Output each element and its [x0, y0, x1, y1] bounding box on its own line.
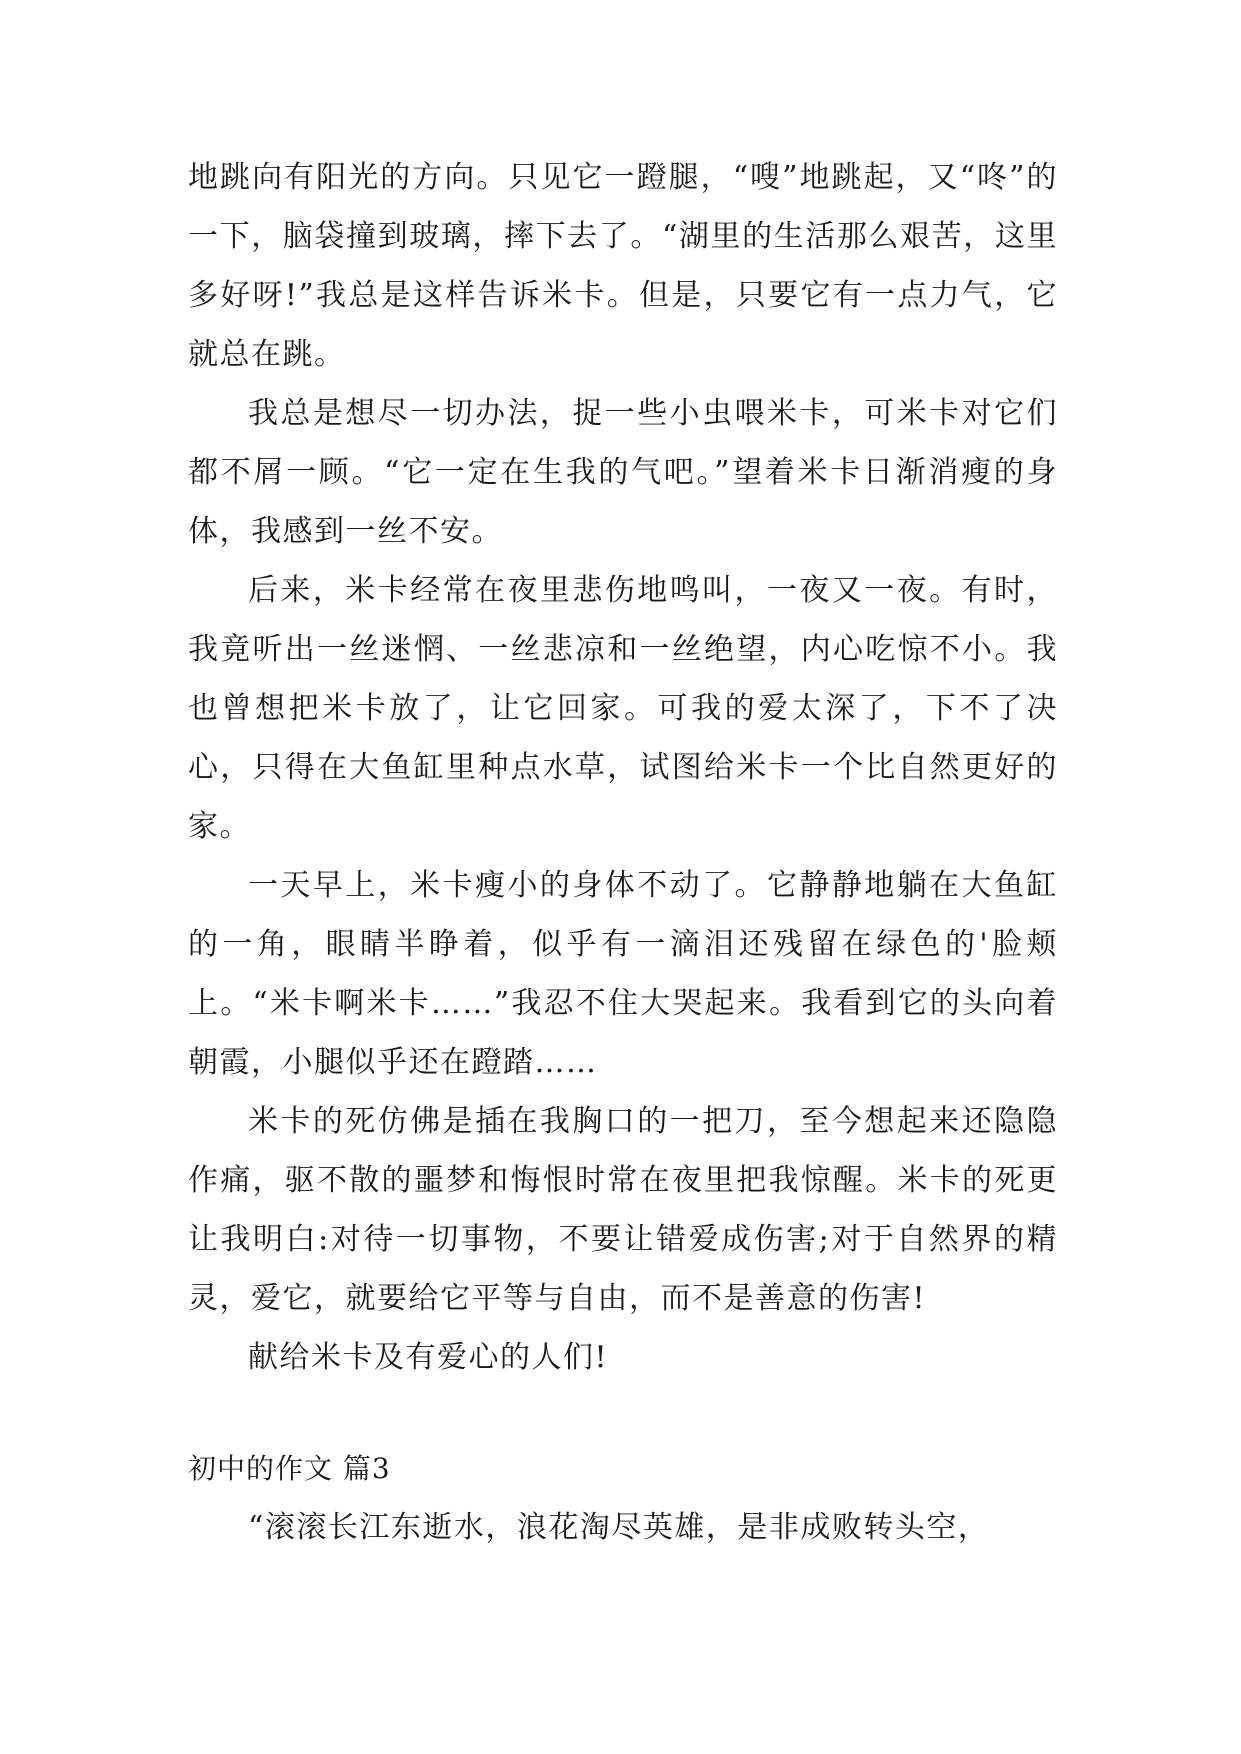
paragraph-1: 地跳向有阳光的方向。只见它一蹬腿，“嗖”地跳起，又“咚”的一下，脑袋撞到玻璃，摔下去了。“湖里的生活那么艰苦，这里多好呀!”我总是这样告诉米卡。但是，只要它有一点力气，它就总在跳。 [188, 160, 1058, 372]
paragraph-4: 一天早上，米卡瘦小的身体不动了。它静静地躺在大鱼缸的一角，眼睛半睁着，似乎有一滴泪还残留在绿色的'脸颊上。“米卡啊米卡……”我忍不住大哭起来。我看到它的头向着朝霞，小腿似乎还在蹬踏…… [188, 868, 1058, 1080]
paragraph-6: 献给米卡及有爱心的人们! [248, 1340, 609, 1375]
paragraph-3: 后来，米卡经常在夜里悲伤地鸣叫，一夜又一夜。有时，我竟听出一丝迷惘、一丝悲凉和一丝绝望，内心吃惊不小。我也曾想把米卡放了，让它回家。可我的爱太深了，下不了决心，只得在大鱼缸里种点水草，试图给米卡一个比自然更好的家。 [188, 573, 1058, 844]
section-heading: 初中的作文 篇3 [188, 1452, 391, 1485]
paragraph-5: 米卡的死仿佛是插在我胸口的一把刀，至今想起来还隐隐作痛，驱不散的噩梦和悔恨时常在夜里把我惊醒。米卡的死更让我明白:对待一切事物，不要让错爱成伤害;对于自然界的精灵，爱它，就要给它平等与自由，而不是善意的伤害! [188, 1104, 1058, 1316]
next-section-first-paragraph: “滚滚长江东逝水，浪花淘尽英雄，是非成败转头空， [248, 1510, 990, 1545]
document-body [188, 148, 1058, 1557]
paragraph-2: 我总是想尽一切办法，捉一些小虫喂米卡，可米卡对它们都不屑一顾。“它一定在生我的气吧。”望着米卡日渐消瘦的身体，我感到一丝不安。 [188, 396, 1058, 549]
